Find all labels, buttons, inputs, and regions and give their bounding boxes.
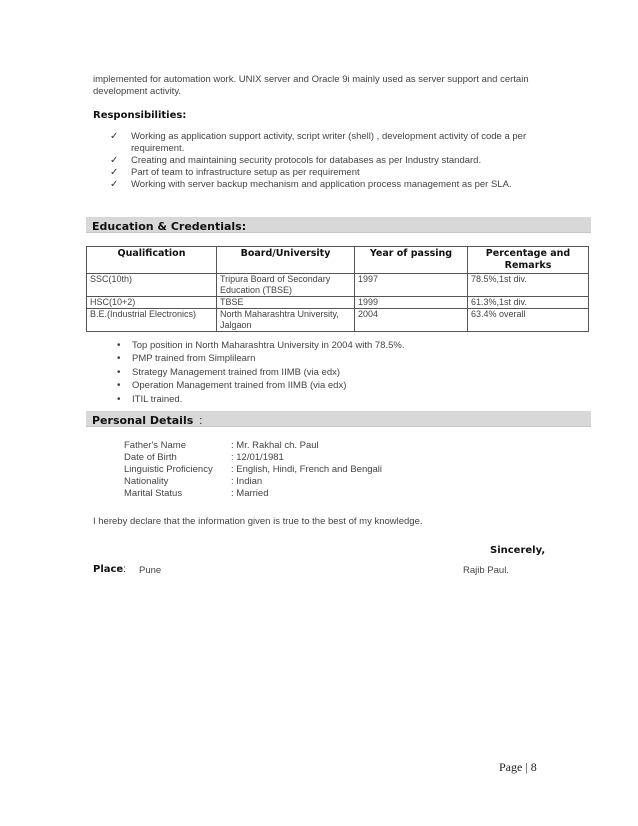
list-item-text: PMP trained from Simplilearn: [132, 353, 256, 365]
education-heading: Education & Credentials:: [92, 220, 247, 233]
detail-label: Marital Status: [124, 488, 183, 499]
table-cell: B.E.(Industrial Electronics): [87, 309, 217, 332]
bullet-icon: •: [117, 340, 121, 351]
personal-details: [124, 440, 382, 500]
list-item: [110, 131, 530, 155]
bullet-icon: •: [117, 380, 121, 392]
personal-heading-colon: :: [199, 415, 203, 427]
sincerely-text: Sincerely,: [490, 545, 546, 556]
intro-paragraph: implemented for automation work. UNIX server and Oracle 9i mainly used as server support and certain development activity.: [93, 74, 529, 97]
checkmark-icon: ✓: [110, 167, 119, 178]
table-cell: Tripura Board of Secondary Education (TBSE): [217, 274, 355, 297]
list-item-text: Working with server backup mechanism and application process management as per SLA.: [131, 179, 512, 190]
place-colon: :: [123, 564, 126, 575]
detail-value: : English, Hindi, French and Bengali: [231, 464, 383, 475]
table-row: [87, 309, 589, 332]
place-value: Pune: [139, 565, 162, 576]
table-cell: North Maharashtra University, Jalgaon: [217, 309, 355, 332]
responsibilities-heading: Responsibilities:: [93, 110, 187, 121]
place-label: Place: [93, 564, 124, 575]
list-item: [117, 353, 404, 365]
list-item: [117, 394, 404, 406]
achievements-list: [117, 340, 404, 407]
list-item: [110, 167, 530, 179]
list-item-text: Top position in North Maharashtra University in 2004 with 78.5%.: [132, 340, 405, 351]
detail-value: : Married: [231, 488, 269, 499]
list-item: [110, 155, 530, 167]
detail-value: : 12/01/1981: [231, 452, 284, 463]
list-item-text: Working as application support activity, script writer (shell) , development activity of code a per requirement.: [131, 131, 527, 154]
table-cell: 2004: [355, 309, 468, 332]
table-cell: 1999: [355, 297, 468, 309]
list-item-text: Operation Management trained from IIMB (via edx): [132, 380, 347, 392]
personal-heading: Personal Details: [92, 414, 194, 427]
detail-label: Father's Name: [124, 440, 187, 451]
detail-label: Nationality: [124, 476, 169, 487]
bullet-icon: •: [117, 366, 121, 378]
list-item: [110, 179, 530, 191]
column-header: Year of passing: [355, 247, 468, 274]
table-cell: TBSE: [217, 297, 355, 309]
checkmark-icon: ✓: [110, 131, 119, 142]
bullet-icon: •: [117, 393, 121, 405]
bullet-icon: •: [117, 353, 121, 365]
list-item-text: Part of team to infrastructure setup as per requirement: [131, 167, 360, 178]
declaration-text: I hereby declare that the information given is true to the best of my knowledge.: [93, 516, 423, 527]
list-item-text: ITIL trained.: [132, 393, 183, 405]
page-number: Page | 8: [499, 760, 537, 774]
list-item-text: Strategy Management trained from IIMB (via edx): [132, 366, 341, 378]
detail-label: Date of Birth: [124, 452, 177, 463]
responsibilities-list: [110, 131, 530, 191]
checkmark-icon: ✓: [110, 179, 119, 190]
column-header: Board/University: [217, 247, 355, 274]
list-item: [117, 380, 404, 392]
detail-value: : Mr. Rakhal ch. Paul: [231, 440, 319, 451]
list-item: [117, 340, 404, 352]
table-cell: SSC(10th): [87, 274, 217, 297]
detail-row: [124, 464, 382, 476]
detail-row: [124, 488, 382, 500]
education-section-header: [86, 217, 591, 233]
list-item: [117, 367, 404, 379]
table-header-row: [87, 247, 589, 274]
qualification-table: [86, 246, 589, 332]
list-item-text: Creating and maintaining security protocols for databases as per Industry standard.: [131, 155, 482, 166]
table-cell: 61.3%,1st div.: [468, 297, 589, 309]
table-cell: 78.5%,1st div.: [468, 274, 589, 297]
table-cell: 63.4% overall: [468, 309, 589, 332]
detail-row: [124, 476, 382, 488]
checkmark-icon: ✓: [110, 155, 119, 166]
place-label-group: [93, 564, 126, 575]
column-header: Percentage and Remarks: [468, 247, 589, 274]
table-row: [87, 297, 589, 309]
table-cell: 1997: [355, 274, 468, 297]
detail-row: [124, 440, 382, 452]
table-cell: HSC(10+2): [87, 297, 217, 309]
detail-value: : Indian: [231, 476, 263, 487]
signature-name: Rajib Paul.: [463, 565, 509, 576]
table-row: [87, 274, 589, 297]
column-header: Qualification: [87, 247, 217, 274]
detail-row: [124, 452, 382, 464]
personal-section-header: [86, 411, 591, 427]
detail-label: Linguistic Proficiency: [124, 464, 213, 475]
